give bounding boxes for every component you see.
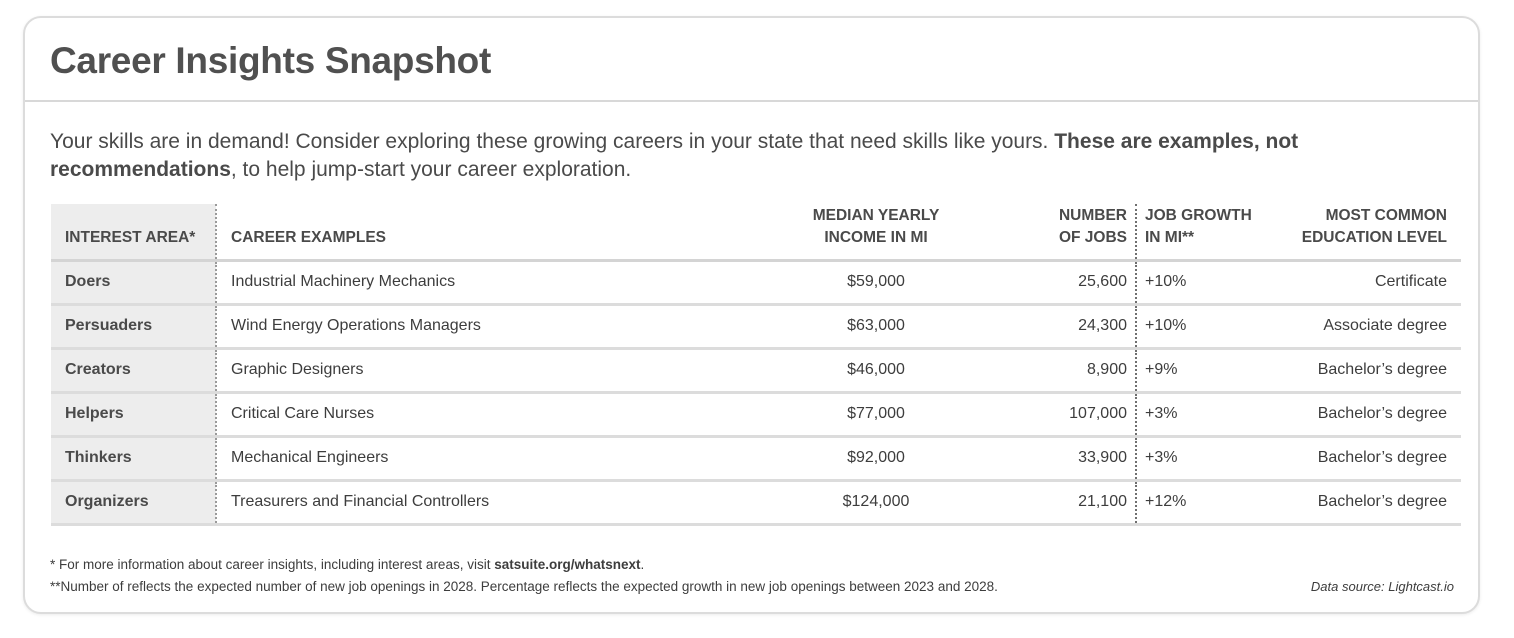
cell-growth: +10% bbox=[1136, 260, 1276, 304]
table-header-row bbox=[51, 204, 1461, 260]
cell-income: $77,000 bbox=[776, 392, 976, 436]
header-jobs-line1: NUMBER bbox=[1058, 206, 1127, 224]
header-income-line1: MEDIAN YEARLY bbox=[812, 206, 940, 224]
header-career-examples: CAREER EXAMPLES bbox=[216, 204, 776, 260]
header-growth-line2: IN MI** bbox=[1145, 228, 1195, 246]
cell-growth: +12% bbox=[1136, 480, 1276, 524]
header-education-line1: MOST COMMON bbox=[1325, 206, 1447, 224]
table-row bbox=[51, 304, 1461, 348]
cell-growth: +3% bbox=[1136, 436, 1276, 480]
footnote-1-end: . bbox=[640, 557, 645, 572]
intro-part2: , to help jump-start your career exploration. bbox=[230, 158, 632, 181]
header-education-line2: EDUCATION LEVEL bbox=[1301, 228, 1447, 246]
header-interest-area: INTEREST AREA* bbox=[51, 204, 216, 260]
cell-career: Industrial Machinery Mechanics bbox=[216, 260, 776, 304]
cell-jobs: 21,100 bbox=[976, 480, 1136, 524]
cell-jobs: 24,300 bbox=[976, 304, 1136, 348]
cell-interest: Doers bbox=[51, 260, 216, 304]
header-education-level bbox=[1276, 204, 1461, 260]
cell-interest: Persuaders bbox=[51, 304, 216, 348]
cell-interest: Organizers bbox=[51, 480, 216, 524]
cell-jobs: 8,900 bbox=[976, 348, 1136, 392]
intro-part1: Your skills are in demand! Consider exploring these growing careers in your state that need skills like yours. bbox=[50, 130, 1055, 153]
cell-interest: Creators bbox=[51, 348, 216, 392]
cell-growth: +3% bbox=[1136, 392, 1276, 436]
cell-career: Graphic Designers bbox=[216, 348, 776, 392]
cell-education: Bachelor’s degree bbox=[1276, 392, 1461, 436]
footnote-interest-areas bbox=[50, 554, 1460, 576]
cell-income: $92,000 bbox=[776, 436, 976, 480]
table-row bbox=[51, 436, 1461, 480]
cell-interest: Helpers bbox=[51, 392, 216, 436]
cell-career: Critical Care Nurses bbox=[216, 392, 776, 436]
cell-income: $46,000 bbox=[776, 348, 976, 392]
header-job-growth bbox=[1136, 204, 1276, 260]
page-title: Career Insights Snapshot bbox=[50, 40, 492, 81]
card-header bbox=[25, 18, 1478, 102]
cell-income: $59,000 bbox=[776, 260, 976, 304]
cell-growth: +9% bbox=[1136, 348, 1276, 392]
cell-jobs: 107,000 bbox=[976, 392, 1136, 436]
cell-career: Treasurers and Financial Controllers bbox=[216, 480, 776, 524]
cell-jobs: 33,900 bbox=[976, 436, 1136, 480]
cell-education: Bachelor’s degree bbox=[1276, 480, 1461, 524]
cell-education: Associate degree bbox=[1276, 304, 1461, 348]
cell-education: Certificate bbox=[1276, 260, 1461, 304]
cell-education: Bachelor’s degree bbox=[1276, 348, 1461, 392]
cell-career: Wind Energy Operations Managers bbox=[216, 304, 776, 348]
cell-education: Bachelor’s degree bbox=[1276, 436, 1461, 480]
cell-income: $63,000 bbox=[776, 304, 976, 348]
table-row bbox=[51, 392, 1461, 436]
header-median-income bbox=[776, 204, 976, 260]
careers-table bbox=[51, 204, 1461, 526]
data-source: Data source: Lightcast.io bbox=[1310, 579, 1454, 594]
cell-income: $124,000 bbox=[776, 480, 976, 524]
header-jobs-line2: OF JOBS bbox=[1058, 228, 1127, 246]
footnotes bbox=[50, 554, 1460, 598]
footnote-job-growth: **Number of reflects the expected number of new job openings in 2028. Percentage reflects the expected growth in new job openings between 2023 and 2028. bbox=[50, 579, 998, 594]
intro-text bbox=[50, 128, 1420, 184]
cell-jobs: 25,600 bbox=[976, 260, 1136, 304]
table-row bbox=[51, 348, 1461, 392]
header-growth-line1: JOB GROWTH bbox=[1145, 206, 1252, 224]
career-insights-card bbox=[23, 16, 1480, 614]
cell-interest: Thinkers bbox=[51, 436, 216, 480]
table-row bbox=[51, 260, 1461, 304]
cell-career: Mechanical Engineers bbox=[216, 436, 776, 480]
intro-bold: These are examples, not recommendations bbox=[50, 130, 1299, 181]
satsuite-link[interactable]: satsuite.org/whatsnext bbox=[494, 557, 641, 572]
cell-growth: +10% bbox=[1136, 304, 1276, 348]
table-row bbox=[51, 480, 1461, 524]
footnote-1-text: * For more information about career insights, including interest areas, visit bbox=[50, 557, 495, 572]
header-number-of-jobs bbox=[976, 204, 1136, 260]
header-income-line2: INCOME IN MI bbox=[824, 228, 928, 246]
